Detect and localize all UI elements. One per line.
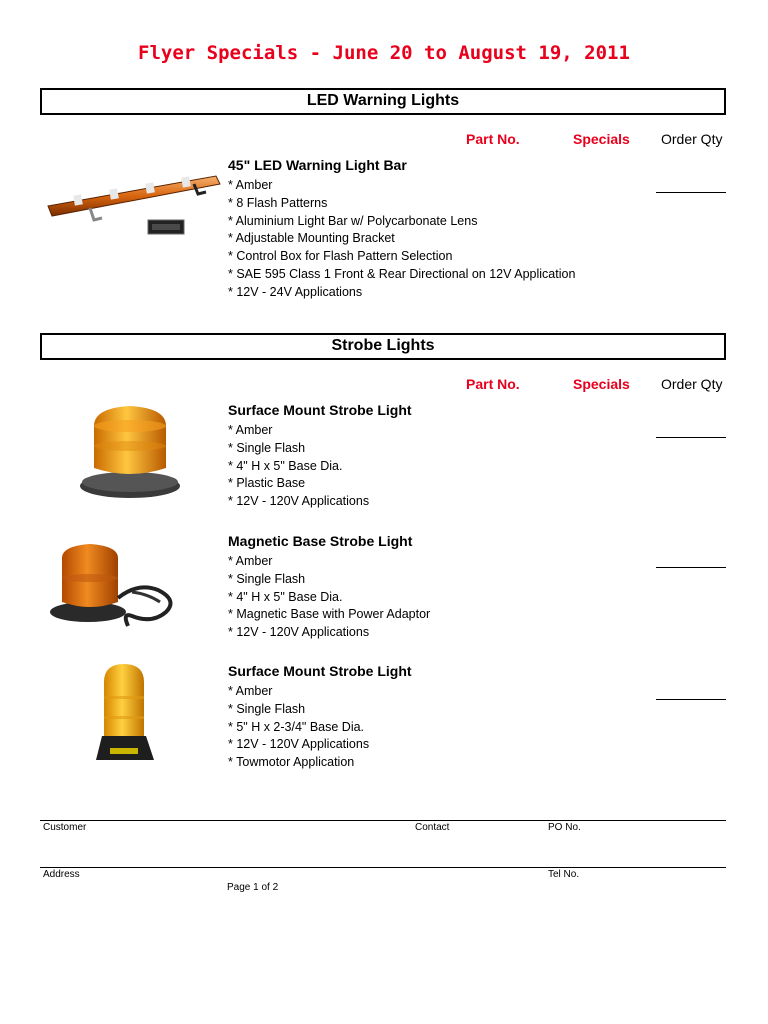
magnetic-strobe-light-image — [48, 542, 182, 630]
product-name: Surface Mount Strobe Light — [228, 663, 412, 679]
feature-item: * Amber — [228, 554, 273, 568]
product-name: Surface Mount Strobe Light — [228, 402, 412, 418]
feature-item: * Amber — [228, 178, 273, 192]
feature-item: * Aluminium Light Bar w/ Polycarbonate Lens — [228, 213, 478, 228]
page-title: Flyer Specials - June 20 to August 19, 2011 — [138, 42, 630, 64]
product-surface-strobe-2 — [228, 662, 412, 772]
feature-item: * 12V - 120V Applications — [228, 494, 370, 509]
col-part-no: Part No. — [466, 131, 520, 147]
product-surface-strobe-1 — [228, 401, 412, 511]
product-name: Magnetic Base Strobe Light — [228, 533, 413, 549]
customer-label: Customer — [43, 822, 87, 833]
col-order-qty: Order Qty — [661, 131, 723, 147]
feature-item: * Towmotor Application — [228, 755, 355, 770]
product-magnetic-strobe — [228, 532, 430, 642]
feature-item: * Adjustable Mounting Bracket — [228, 231, 395, 246]
strobe-light-image — [78, 402, 182, 502]
page-number: Page 1 of 2 — [227, 882, 279, 893]
tel-no-label: Tel No. — [548, 869, 580, 880]
address-label: Address — [43, 869, 80, 880]
section-heading-strobe: Strobe Lights — [40, 333, 726, 360]
col-order-qty: Order Qty — [661, 376, 723, 392]
order-qty-field[interactable] — [656, 192, 726, 193]
feature-item: * 12V - 24V Applications — [228, 284, 363, 299]
section-heading-led: LED Warning Lights — [40, 88, 726, 115]
led-light-bar-image — [44, 170, 224, 240]
order-qty-field[interactable] — [656, 567, 726, 568]
po-no-label: PO No. — [548, 822, 581, 833]
col-specials: Specials — [573, 131, 630, 147]
order-qty-field[interactable] — [656, 437, 726, 438]
footer-rule — [40, 867, 726, 868]
feature-item: * 4" H x 5" Base Dia. — [228, 458, 343, 473]
tall-strobe-light-image — [88, 662, 160, 768]
col-part-no: Part No. — [466, 376, 520, 392]
order-qty-field[interactable] — [656, 699, 726, 700]
feature-item: * Magnetic Base with Power Adaptor — [228, 607, 431, 622]
feature-item: * SAE 595 Class 1 Front & Rear Directional on 12V Application — [228, 266, 576, 281]
feature-item: * Amber — [228, 423, 273, 437]
feature-item: * Single Flash — [228, 571, 306, 586]
feature-item: * Control Box for Flash Pattern Selection — [228, 249, 453, 264]
feature-item: * Single Flash — [228, 701, 306, 716]
feature-item: * 12V - 120V Applications — [228, 737, 370, 752]
contact-label: Contact — [415, 822, 450, 833]
feature-item: * 5" H x 2-3/4" Base Dia. — [228, 719, 365, 734]
feature-item: * 8 Flash Patterns — [228, 195, 328, 210]
col-specials: Specials — [573, 376, 630, 392]
product-name: 45" LED Warning Light Bar — [228, 157, 407, 173]
feature-item: * 4" H x 5" Base Dia. — [228, 589, 343, 604]
feature-item: * Single Flash — [228, 440, 306, 455]
product-led-light-bar — [228, 156, 575, 302]
footer-rule — [40, 820, 726, 821]
feature-item: * 12V - 120V Applications — [228, 625, 370, 640]
feature-item: * Plastic Base — [228, 476, 306, 491]
feature-item: * Amber — [228, 684, 273, 698]
